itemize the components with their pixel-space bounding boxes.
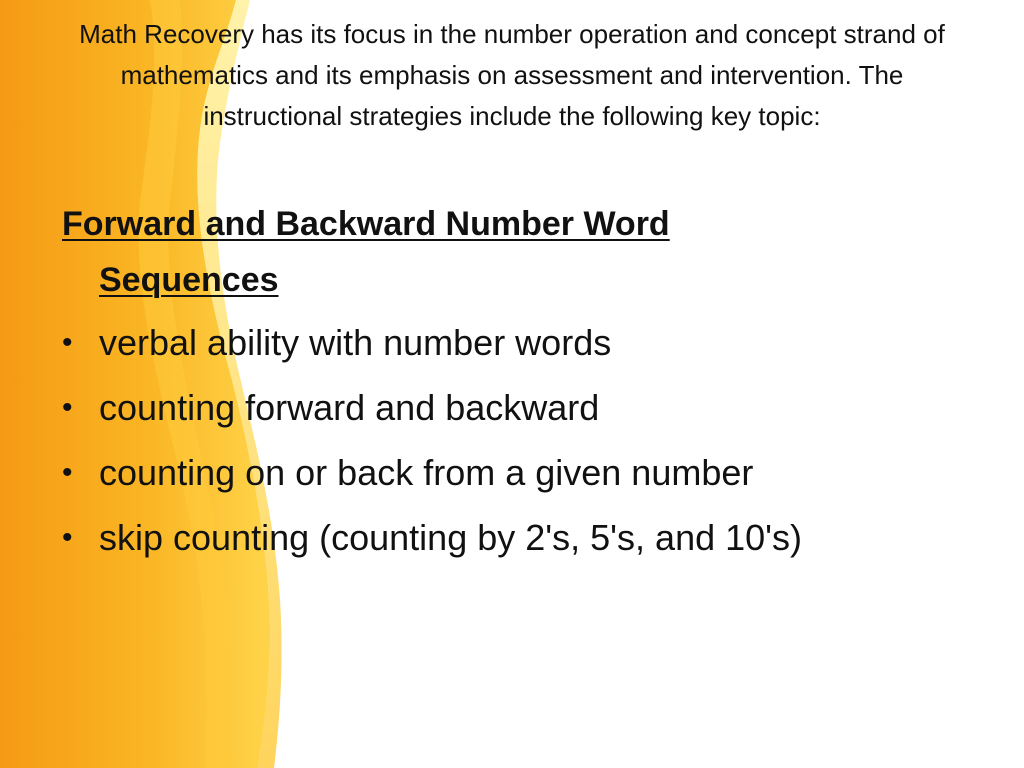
intro-paragraph: Math Recovery has its focus in the number operation and concept strand of mathematics and its emphasis on assessment and intervention. The instructional strategies include the following key topic: (79, 19, 945, 131)
bullet-list (62, 312, 962, 572)
topic-heading-line-2: Sequences (99, 261, 279, 299)
list-item (62, 442, 962, 507)
bullet-icon: • (62, 456, 73, 489)
bullet-text: verbal ability with number words (99, 322, 612, 363)
bullet-text: skip counting (counting by 2's, 5's, and 10's) (99, 517, 803, 558)
topic-heading (62, 196, 822, 308)
bullet-text: counting forward and backward (99, 387, 600, 428)
bullet-icon: • (62, 521, 73, 554)
list-item (62, 312, 962, 377)
bullet-text: counting on or back from a given number (99, 452, 754, 493)
bullet-icon: • (62, 391, 73, 424)
list-item (62, 377, 962, 442)
list-item (62, 507, 962, 572)
bullet-icon: • (62, 326, 73, 359)
topic-heading-line-1: Forward and Backward Number Word (62, 205, 670, 243)
